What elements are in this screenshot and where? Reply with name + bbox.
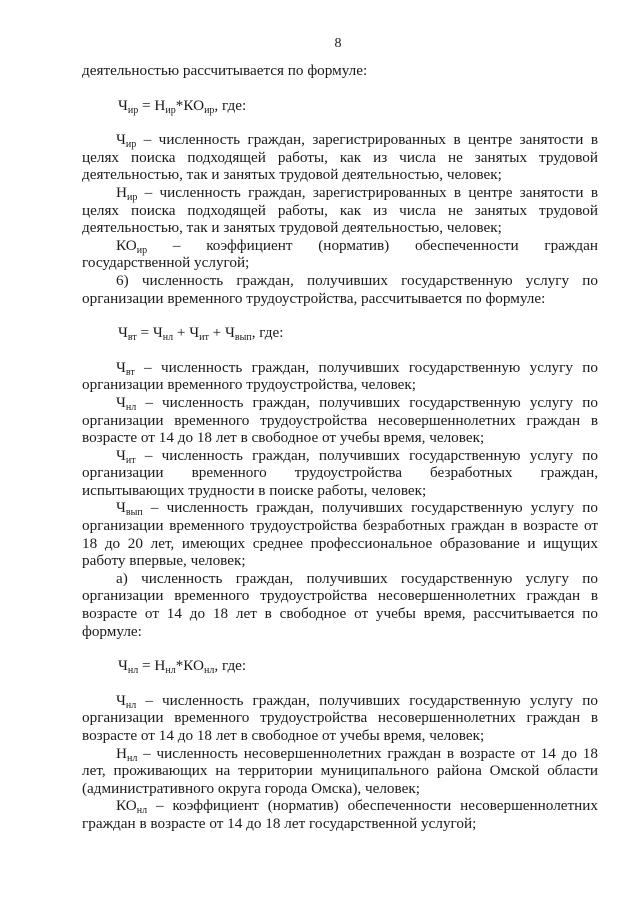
item-a: а) численность граждан, получивших государственную услугу по организации временного трудоустройства несовершеннолетних граждан в возрасте от 14 до 18 лет в свободное от учебы время, рассчитывается по формуле: — [82, 569, 598, 640]
definition-chvyp: $Ч_{вып}$ – численность граждан, получивших государственную услугу по организации временного трудоустройства безработных граждан в возрасте от 18 до 20 лет, имеющих среднее профессиональное образование и ищущих работу впервые, человек; — [82, 499, 598, 570]
intro-line: деятельностью рассчитывается по формуле: — [82, 62, 368, 79]
formula-chir: $Ч_{ир} = Н_{ир}*КО_{ир}$, где: — [118, 96, 247, 116]
document-body — [82, 62, 598, 833]
definition-nir: $Н_{ир}$ – численность граждан, зарегистрированных в центре занятости в целях поиска подходящей работы, как из числа не занятых трудовой деятельностью, так и занятых трудовой деятельностью, человек; — [82, 183, 598, 237]
definition-chvt: $Ч_{вт}$ – численность граждан, получивших государственную услугу по организации временного трудоустройства, человек; — [82, 358, 598, 394]
formula-chvt: $Ч_{вт} = Ч_{нл} + Ч_{ит} + Ч_{вып}$, где: — [118, 324, 284, 344]
definition-chir: $Ч_{ир}$ – численность граждан, зарегистрированных в центре занятости в целях поиска подходящей работы, как из числа не занятых трудовой деятельностью, так и занятых трудовой деятельностью, человек; — [82, 131, 598, 184]
formula-chnl: $Ч_{нл} = Н_{нл}*КО_{нл}$, где: — [118, 657, 247, 677]
item-6: 6) численность граждан, получивших государственную услугу по организации временного трудоустройства, рассчитывается по формуле: — [82, 271, 598, 307]
page-number: 8 — [334, 36, 342, 51]
definition-chit: $Ч_{ит}$ – численность граждан, получивших государственную услугу по организации временного трудоустройства безработных граждан, испытывающих трудности в поиске работы, человек; — [82, 446, 598, 499]
definition-koir: $КО_{ир}$ – коэффициент (норматив) обеспеченности граждан государственной услугой; — [82, 236, 598, 272]
definition-konl: $КО_{нл}$ – коэффициент (норматив) обеспеченности несовершеннолетних граждан в возрасте от 14 до 18 лет государственной услугой; — [82, 797, 598, 832]
definition-chnl-2: $Ч_{нл}$ – численность граждан, получивших государственную услугу по организации временного трудоустройства несовершеннолетних граждан в возрасте от 14 до 18 лет в свободное от учебы время, человек; — [82, 691, 598, 744]
definition-chnl: $Ч_{нл}$ – численность граждан, получивших государственную услугу по организации временного трудоустройства несовершеннолетних граждан в возрасте от 14 до 18 лет в свободное от учебы время, человек; — [82, 393, 598, 447]
definition-nnl: $Н_{нл}$ – численность несовершеннолетних граждан в возрасте от 14 до 18 лет, проживающих на территории муниципального района Омской области (административного округа города Омска), человек; — [82, 744, 598, 797]
